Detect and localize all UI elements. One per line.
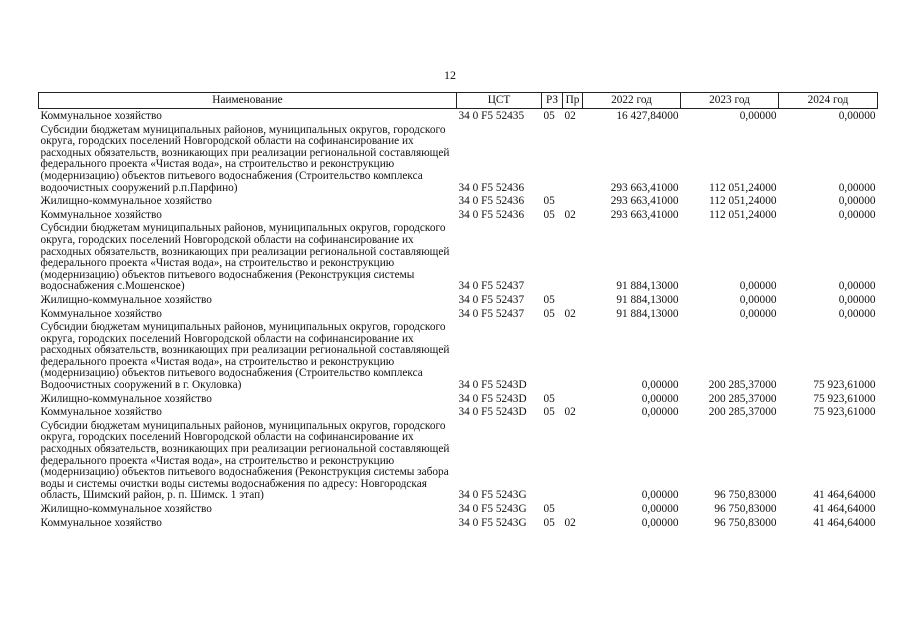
row-value-2024: 0,00000 <box>838 181 876 194</box>
row-value-2023: 200 285,37000 <box>708 392 777 405</box>
row-name: Субсидии бюджетам муниципальных районов, муниципальных округов, городского округа, городских поселений Новгородской области на софинансирование их расходных обязательств, возникающих при реализации региональной составляющей федерального проекта «Чистая вода», на строительство и реконструкцию (модернизацию) объектов питьевого водоснабжения (Строительство комплекса Водоочистных сооружений в г. Окуловка) <box>40 321 450 392</box>
row-value-2022: 91 884,13000 <box>616 280 679 293</box>
row-cst: 34 0 F5 52437 <box>458 280 525 293</box>
row-name: Субсидии бюджетам муниципальных районов, муниципальных округов, городского округа, городских поселений Новгородской области на софинансирование их расходных обязательств, возникающих при реализации региональной составляющей федерального проекта «Чистая вода», на строительство и реконструкцию (модернизацию) объектов питьевого водоснабжения (Реконструкция системы водоснабжения с.Мошенское) <box>40 222 450 293</box>
row-name: Коммунальное хозяйство <box>40 208 162 221</box>
row-pr: 02 <box>564 307 576 320</box>
row-value-2022: 293 663,41000 <box>610 208 679 221</box>
row-cst: 34 0 F5 52436 <box>458 195 525 208</box>
col-header-rz: РЗ <box>542 93 563 109</box>
row-value-2022: 0,00000 <box>641 392 679 405</box>
row-rz: 05 <box>543 307 555 320</box>
row-pr <box>563 419 583 502</box>
row-value-2022: 91 884,13000 <box>616 307 679 320</box>
row-cst: 34 0 F5 52437 <box>458 293 525 306</box>
col-header-2023: 2023 год <box>681 93 779 109</box>
row-value-2023: 200 285,37000 <box>708 406 777 419</box>
row-rz: 05 <box>543 406 555 419</box>
table-row <box>39 516 878 530</box>
row-name: Субсидии бюджетам муниципальных районов, муниципальных округов, городского округа, городских поселений Новгородской области на софинансирование их расходных обязательств, возникающих при реализации региональной составляющей федерального проекта «Чистая вода», на строительство и реконструкцию (модернизацию) объектов питьевого водоснабжения (Реконструкция системы забора воды и системы очистки воды системы водоснабжения по адресу: Новгородская область, Шимский район, р. п. Шимск. 1 этап) <box>40 419 450 502</box>
row-pr <box>563 502 583 516</box>
row-value-2023: 112 051,24000 <box>709 208 777 221</box>
row-cst: 34 0 F5 5243G <box>458 489 527 502</box>
row-value-2023: 0,00000 <box>739 280 777 293</box>
row-value-2023: 0,00000 <box>739 307 777 320</box>
table-row <box>39 208 878 222</box>
row-rz: 05 <box>543 208 555 221</box>
row-name: Жилищно-коммунальное хозяйство <box>40 392 212 405</box>
row-value-2022: 0,00000 <box>641 406 679 419</box>
row-rz <box>542 320 563 392</box>
row-value-2024: 75 923,61000 <box>813 379 876 392</box>
row-value-2024: 75 923,61000 <box>813 406 876 419</box>
row-name: Коммунальное хозяйство <box>40 110 162 122</box>
row-value-2023: 96 750,83000 <box>714 489 777 502</box>
row-value-2024: 0,00000 <box>838 195 876 208</box>
row-cst: 34 0 F5 52436 <box>458 208 525 221</box>
row-name: Жилищно-коммунальное хозяйство <box>40 195 212 208</box>
row-value-2023: 0,00000 <box>739 293 777 306</box>
row-value-2023: 112 051,24000 <box>709 181 777 194</box>
table-row <box>39 194 878 208</box>
table-row <box>39 405 878 419</box>
row-rz: 05 <box>543 392 555 405</box>
row-cst: 34 0 F5 5243D <box>458 406 527 419</box>
row-value-2024: 0,00000 <box>838 110 876 122</box>
row-name: Жилищно-коммунальное хозяйство <box>40 503 212 515</box>
row-cst: 34 0 F5 52436 <box>458 181 525 194</box>
table-row <box>39 307 878 321</box>
row-name: Коммунальное хозяйство <box>40 307 162 320</box>
row-cst: 34 0 F5 5243D <box>458 392 527 405</box>
row-cst: 34 0 F5 52437 <box>458 307 525 320</box>
row-value-2023: 96 750,83000 <box>714 503 777 515</box>
row-value-2022: 293 663,41000 <box>610 195 679 208</box>
col-header-2022: 2022 год <box>583 93 681 109</box>
row-pr <box>563 392 583 406</box>
table-header-row <box>39 93 878 109</box>
col-header-2024: 2024 год <box>779 93 878 109</box>
table-row <box>39 123 878 195</box>
row-value-2024: 0,00000 <box>838 293 876 306</box>
row-rz <box>542 123 563 195</box>
table-row <box>39 392 878 406</box>
page-number: 12 <box>444 68 456 82</box>
row-value-2024: 0,00000 <box>838 280 876 293</box>
row-name: Жилищно-коммунальное хозяйство <box>40 293 212 306</box>
row-value-2022: 16 427,84000 <box>616 110 679 122</box>
row-value-2024: 41 464,64000 <box>813 503 876 515</box>
row-cst: 34 0 F5 5243G <box>458 516 527 529</box>
row-name: Субсидии бюджетам муниципальных районов, муниципальных округов, городского округа, городских поселений Новгородской области на софинансирование их расходных обязательств, возникающих при реализации региональной составляющей федерального проекта «Чистая вода», на строительство и реконструкцию (модернизацию) объектов питьевого водоснабжения (Строительство комплекса водоочистных сооружений р.п.Парфино) <box>40 123 450 194</box>
row-pr <box>563 194 583 208</box>
row-value-2022: 0,00000 <box>641 516 679 529</box>
row-value-2022: 0,00000 <box>641 489 679 502</box>
row-rz <box>542 221 563 293</box>
col-header-cst: ЦСТ <box>457 93 542 109</box>
row-cst: 34 0 F5 5243D <box>458 379 527 392</box>
table-row <box>39 419 878 502</box>
row-rz: 05 <box>543 293 555 306</box>
table-row <box>39 109 878 123</box>
row-rz: 05 <box>543 110 555 122</box>
row-value-2023: 96 750,83000 <box>714 516 777 529</box>
row-pr <box>563 320 583 392</box>
row-pr: 02 <box>564 110 576 122</box>
row-value-2024: 41 464,64000 <box>813 489 876 502</box>
budget-table <box>38 92 878 529</box>
table-row <box>39 320 878 392</box>
row-value-2024: 0,00000 <box>838 307 876 320</box>
row-pr <box>563 221 583 293</box>
row-name: Коммунальное хозяйство <box>40 516 162 529</box>
row-value-2023: 112 051,24000 <box>709 195 777 208</box>
row-value-2023: 0,00000 <box>739 110 777 122</box>
row-value-2023: 200 285,37000 <box>708 379 777 392</box>
table-row <box>39 221 878 293</box>
row-rz: 05 <box>543 503 555 515</box>
row-value-2022: 0,00000 <box>641 379 679 392</box>
row-value-2024: 75 923,61000 <box>813 392 876 405</box>
table-row <box>39 502 878 516</box>
row-pr: 02 <box>564 516 576 529</box>
row-value-2024: 0,00000 <box>838 208 876 221</box>
row-cst: 34 0 F5 52435 <box>458 110 525 122</box>
col-header-name: Наименование <box>39 93 457 109</box>
row-pr: 02 <box>564 208 576 221</box>
row-value-2022: 293 663,41000 <box>610 181 679 194</box>
row-cst: 34 0 F5 5243G <box>458 503 527 515</box>
row-rz <box>542 419 563 502</box>
table-row <box>39 293 878 307</box>
row-value-2024: 41 464,64000 <box>813 516 876 529</box>
row-rz: 05 <box>543 195 555 208</box>
row-name: Коммунальное хозяйство <box>40 406 162 419</box>
row-pr: 02 <box>564 406 576 419</box>
row-pr <box>563 123 583 195</box>
table-body <box>39 109 878 530</box>
row-value-2022: 91 884,13000 <box>616 293 679 306</box>
row-value-2022: 0,00000 <box>641 503 679 515</box>
row-rz: 05 <box>543 516 555 529</box>
col-header-pr: Пр <box>563 93 583 109</box>
row-pr <box>563 293 583 307</box>
